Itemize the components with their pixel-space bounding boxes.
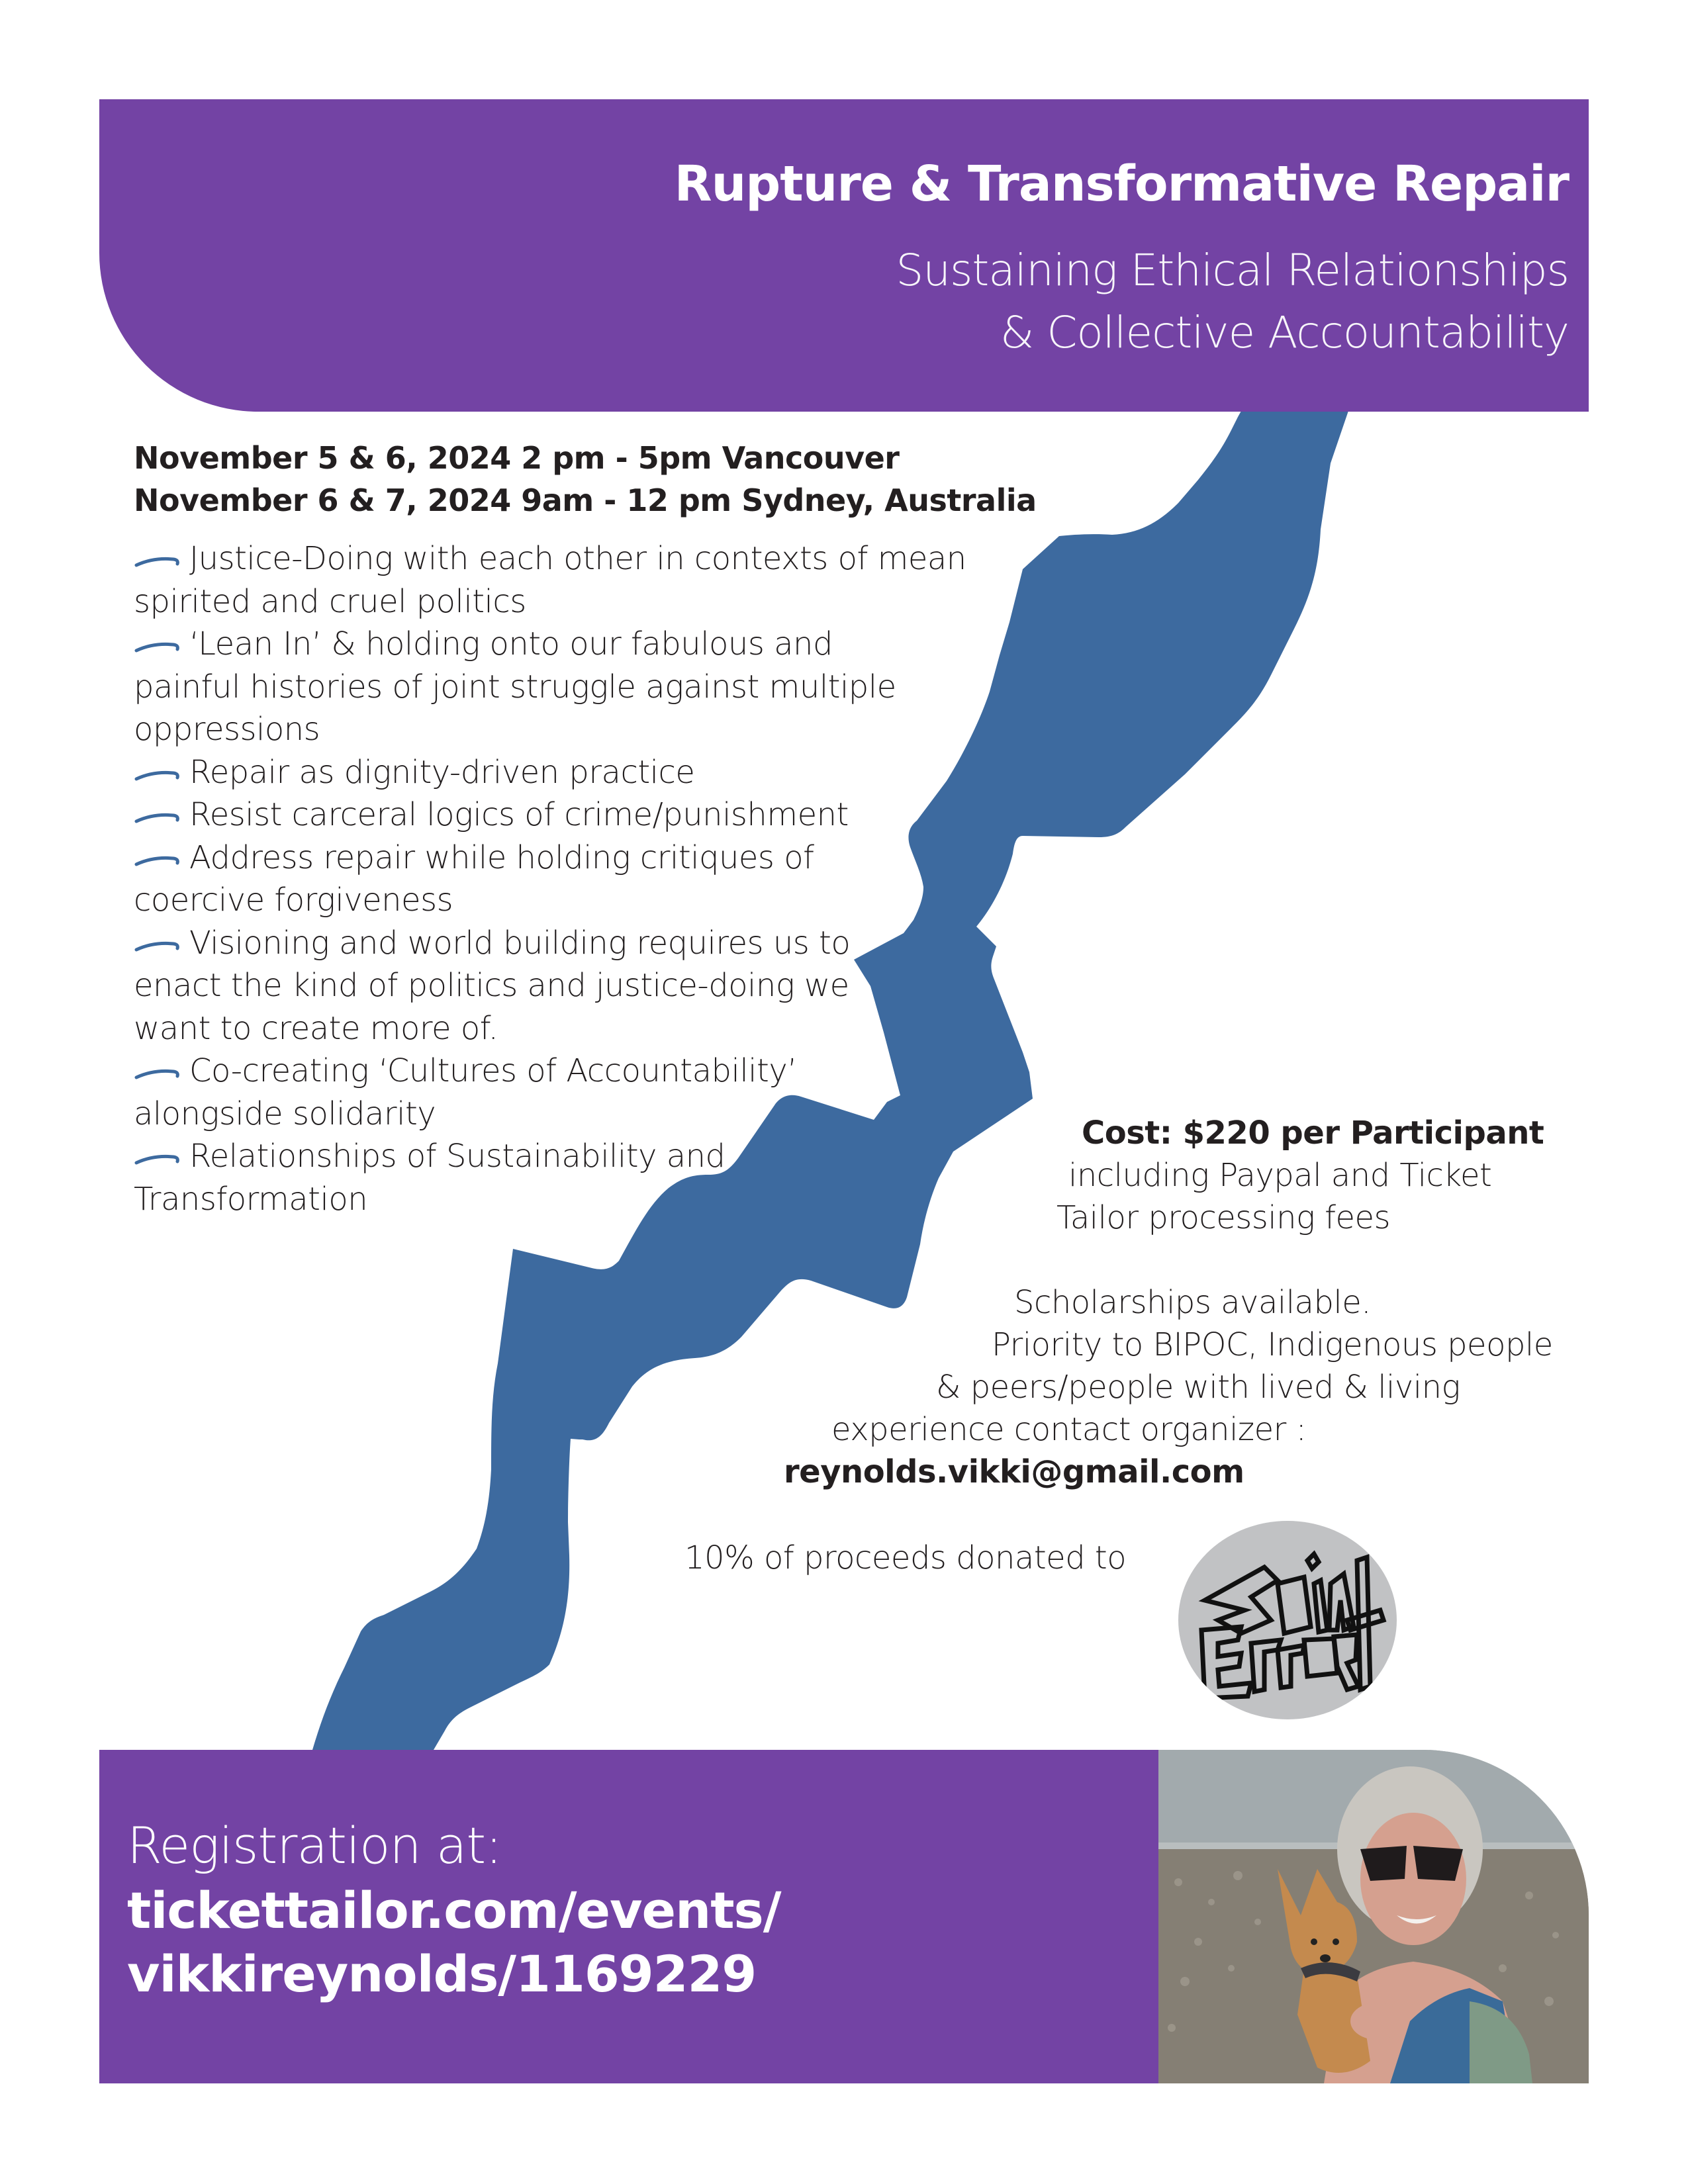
registration-banner [99, 1750, 1158, 2083]
topic-item: Visioning and world building requires us to enact the kind of politics and justice-doing we want to create more of. [134, 924, 851, 1047]
topic-item: Repair as dignity-driven practice [134, 751, 1060, 794]
topic-item: Relationships of Sustainability and Transformation [134, 1138, 726, 1218]
topic-item: Resist carceral logics of crime/punishment [134, 794, 1060, 837]
brush-stroke-bullet-icon [134, 636, 180, 656]
organizer-photo-illustration [1158, 1750, 1589, 2083]
donation-text: 10% of proceeds donated to [684, 1539, 1127, 1576]
topic-item: Co-creating ‘Cultures of Accountability’ alongside solidarity [134, 1052, 797, 1132]
event-title: Rupture & Transformative Repair [674, 156, 1569, 212]
event-subtitle [896, 240, 1569, 364]
schedule-sydney: November 6 & 7, 2024 9am - 12 pm Sydney, Australia [134, 482, 1037, 518]
cost-detail-line-1: including Paypal and Ticket [1068, 1157, 1492, 1194]
topic-item: Address repair while holding critiques of coercive forgiveness [134, 839, 814, 919]
cost-detail-line-2: Tailor processing fees [1056, 1199, 1391, 1236]
organizer-email-link[interactable]: reynolds.vikki@gmail.com [784, 1453, 1244, 1490]
registration-url-line-1[interactable]: tickettailor.com/events/ [127, 1881, 781, 1940]
organizer-photo [1158, 1750, 1589, 2083]
scholarship-line-1: Scholarships available. [1014, 1284, 1372, 1321]
brush-stroke-bullet-icon [134, 850, 180, 870]
subtitle-line-2: & Collective Accountability [1000, 307, 1569, 358]
brush-stroke-bullet-icon [134, 935, 180, 955]
scholarship-line-2: Priority to BIPOC, Indigenous people [992, 1326, 1553, 1363]
scholarship-line-3: & peers/people with lived & living [936, 1369, 1460, 1406]
brush-stroke-bullet-icon [134, 1148, 180, 1168]
joint-effort-logo [1178, 1521, 1397, 1719]
event-schedule [134, 437, 1037, 522]
subtitle-line-1: Sustaining Ethical Relationships [896, 245, 1569, 296]
registration-url-link[interactable] [127, 1879, 781, 2006]
topic-item: Justice-Doing with each other in contexts of mean spirited and cruel politics [134, 540, 966, 620]
registration-url-line-2[interactable]: vikkireynolds/1169229 [127, 1944, 757, 2003]
topics-list [134, 537, 1060, 1220]
brush-stroke-bullet-icon [134, 807, 180, 827]
schedule-vancouver: November 5 & 6, 2024 2 pm - 5pm Vancouver [134, 440, 900, 476]
cost-headline: Cost: $220 per Participant [1082, 1115, 1544, 1152]
brush-stroke-bullet-icon [134, 1063, 180, 1083]
brush-stroke-bullet-icon [134, 764, 180, 784]
joint-effort-logo-icon [1178, 1521, 1397, 1719]
scholarship-line-4: experience contact organizer : [831, 1411, 1307, 1448]
registration-label: Registration at: [127, 1816, 502, 1875]
topic-item: ‘Lean In’ & holding onto our fabulous and painful histories of joint struggle against multiple oppressions [134, 625, 896, 748]
brush-stroke-bullet-icon [134, 551, 180, 570]
header-banner [99, 99, 1589, 412]
